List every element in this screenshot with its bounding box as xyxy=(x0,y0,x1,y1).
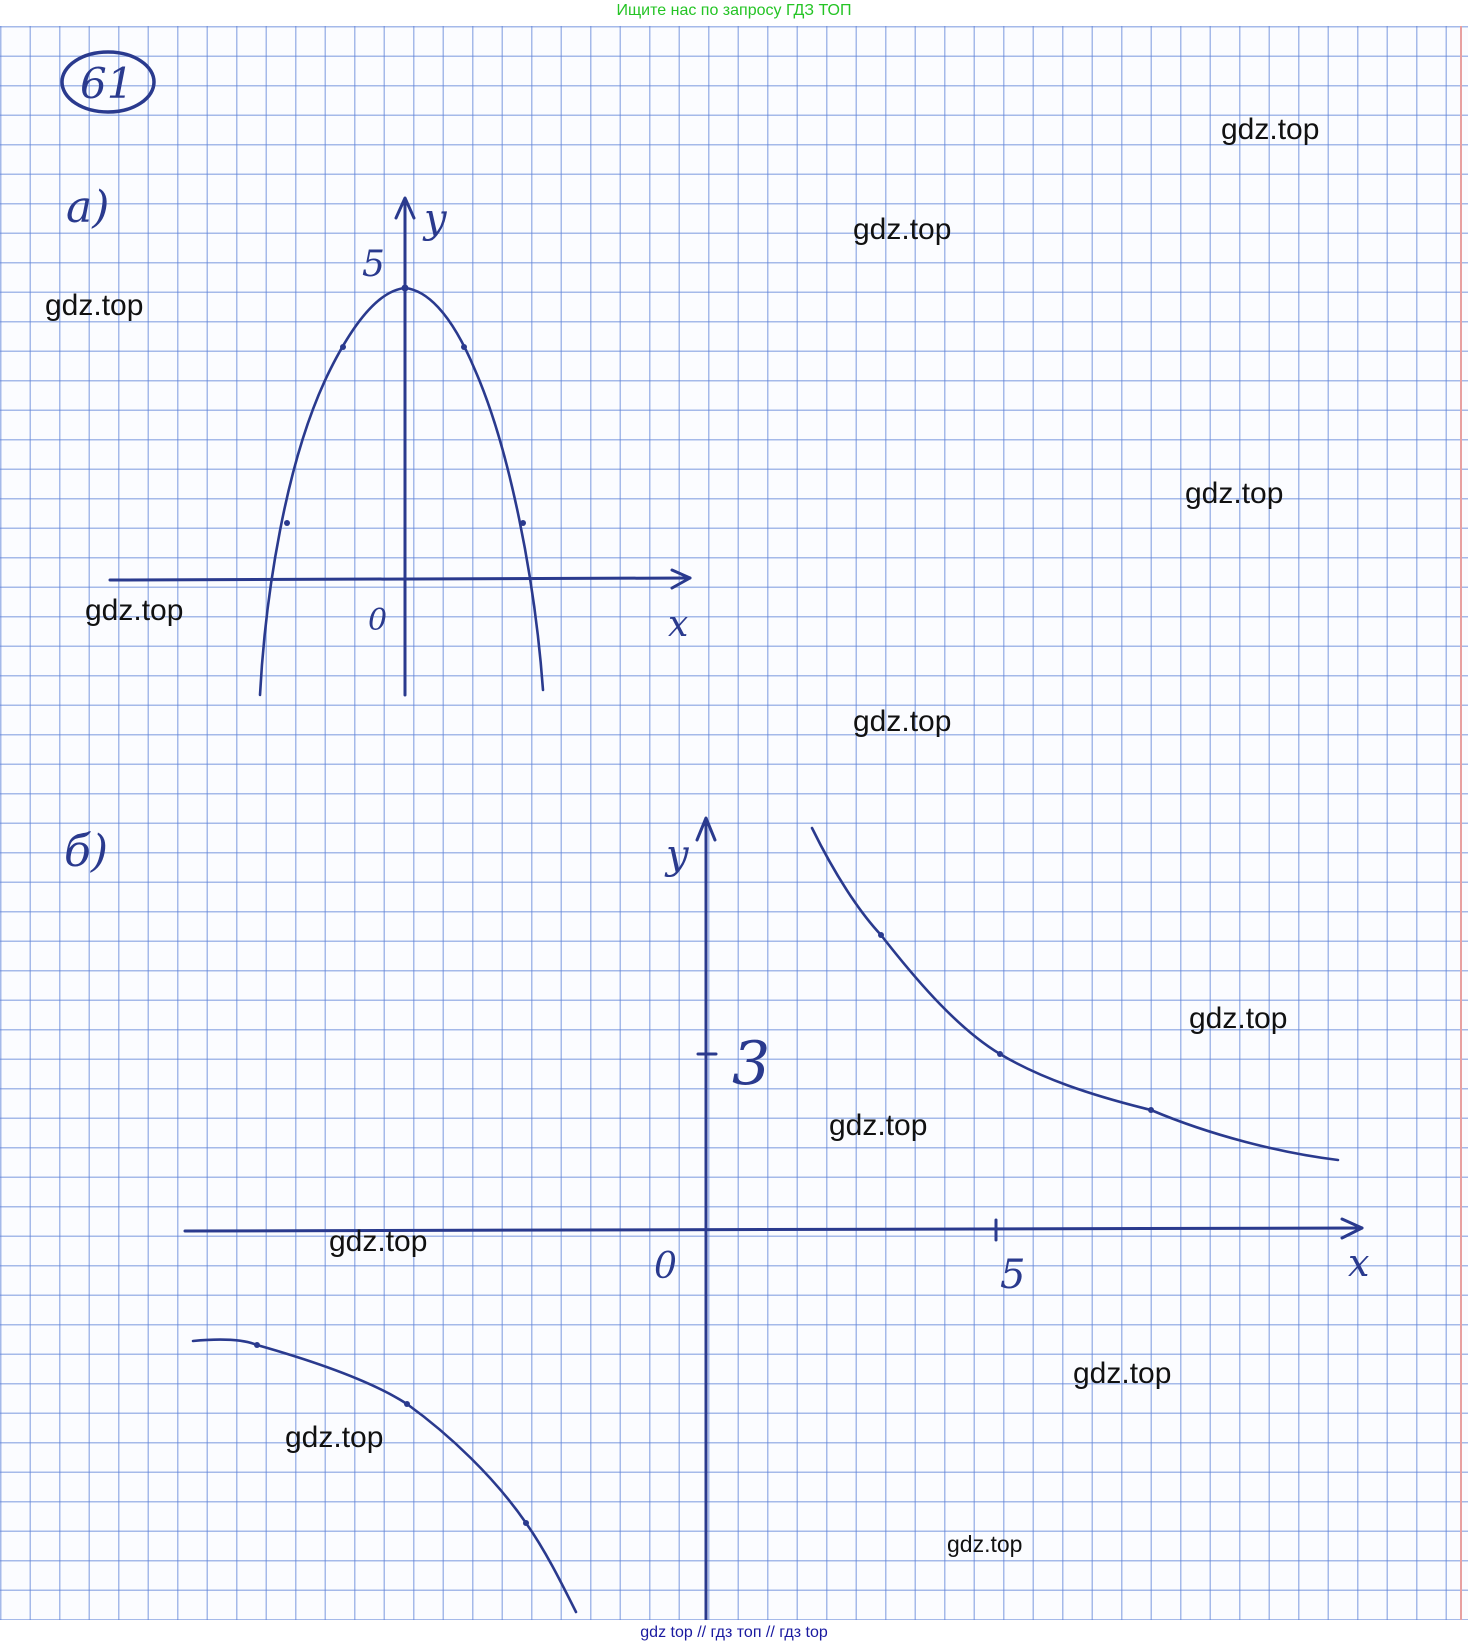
part-b-point xyxy=(997,1051,1003,1057)
part-b-hyperbola-branch-2 xyxy=(193,1340,576,1612)
part-a-x-axis-label: x xyxy=(668,604,689,645)
part-b-point xyxy=(254,1342,260,1348)
part-b-x-tick-label: 5 xyxy=(1000,1252,1026,1298)
watermark: gdz.top xyxy=(329,1225,428,1258)
watermark: gdz.top xyxy=(1221,113,1320,146)
part-b-point xyxy=(404,1401,410,1407)
part-a-origin-label: 0 xyxy=(368,603,388,638)
part-a-point xyxy=(402,285,409,292)
part-a-point xyxy=(284,520,290,526)
part-b-point xyxy=(878,932,884,938)
part-a-point xyxy=(461,344,467,350)
part-b-point xyxy=(523,1520,529,1526)
watermark: gdz.top xyxy=(1185,477,1284,510)
part-b-y-tick-label: 3 xyxy=(732,1029,771,1099)
watermark: gdz.top xyxy=(947,1531,1023,1557)
watermark: gdz.top xyxy=(829,1109,928,1142)
watermark: gdz.top xyxy=(85,594,184,627)
part-a-parabola xyxy=(260,288,543,695)
watermark: gdz.top xyxy=(853,213,952,246)
watermark: gdz.top xyxy=(853,705,952,738)
part-b-y-axis-label: y xyxy=(666,832,689,878)
part-b-label: б) xyxy=(64,826,109,877)
watermark: gdz.top xyxy=(1073,1357,1172,1390)
watermark: gdz.top xyxy=(285,1421,384,1454)
watermark: gdz.top xyxy=(1189,1002,1288,1035)
part-a-label: а) xyxy=(66,182,110,233)
part-a-point xyxy=(340,344,346,350)
part-b-point xyxy=(1148,1107,1154,1113)
problem-number: 61 xyxy=(80,59,134,108)
part-a-point xyxy=(520,520,526,526)
part-b-origin-label: 0 xyxy=(654,1246,677,1287)
bottom-banner: gdz top // гдз топ // гдз top xyxy=(0,1620,1468,1646)
watermark: gdz.top xyxy=(45,289,144,322)
part-a-x-axis xyxy=(110,578,690,580)
part-a-y-axis-label: y xyxy=(424,196,447,242)
top-banner: Ищите нас по запросу ГДЗ ТОП xyxy=(616,2,852,19)
part-a-y-tick-label: 5 xyxy=(362,244,385,285)
part-b-x-axis-label: x xyxy=(1348,1241,1370,1285)
